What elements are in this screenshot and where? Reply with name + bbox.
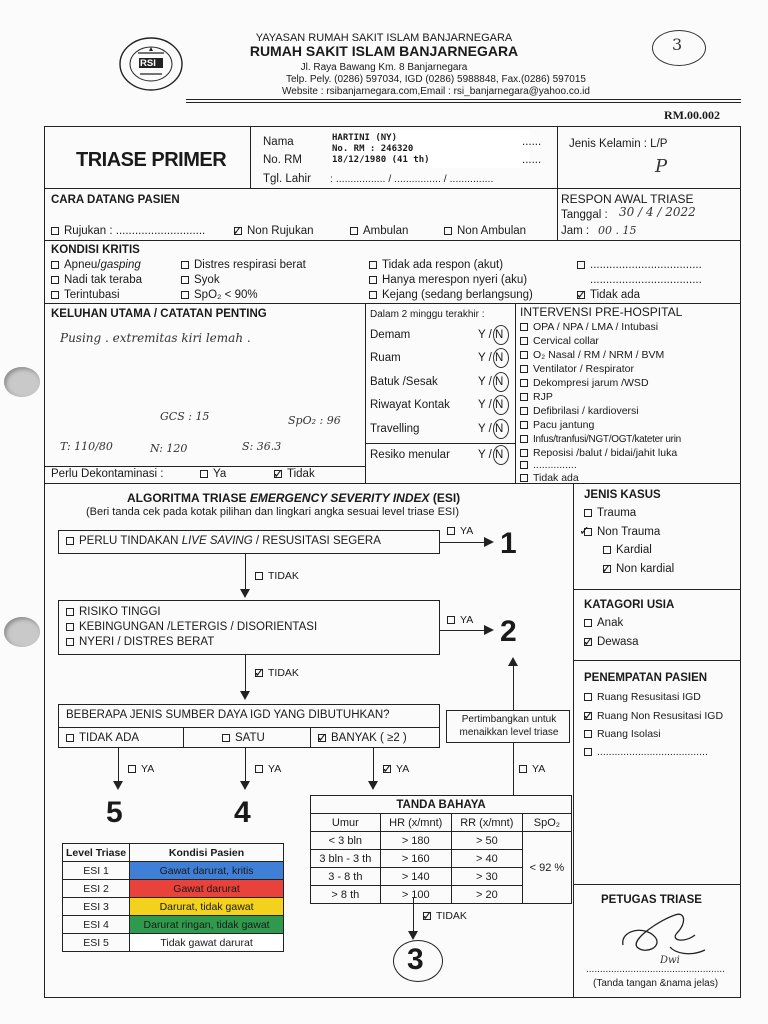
nama-value: HARTINI (NY) <box>332 133 398 143</box>
page-number: 3 <box>672 35 683 54</box>
keluhan-text: Pusing . extremitas kiri lemah . <box>60 331 251 345</box>
norm-dots: ...... <box>522 154 542 166</box>
esi-kondisi: Tidak gawat darurat <box>130 934 284 952</box>
intervensi-item[interactable]: Infus/tranfusi/NGT/OGT/kateter urin <box>520 433 681 446</box>
kondisi-other2: ................................... <box>590 274 702 286</box>
tgl-lahir-label: Tgl. Lahir <box>263 173 311 185</box>
tb-cell: > 30 <box>451 868 522 886</box>
kebingungan-option[interactable]: KEBINGUNGAN /LETERGIS / DISORIENTASI <box>66 621 317 634</box>
tb-cell: > 160 <box>380 850 451 868</box>
tanda-bahaya-title: TANDA BAHAYA <box>311 796 572 814</box>
dekontaminasi-label: Perlu Dekontaminasi : <box>51 468 164 480</box>
level-3[interactable]: 3 <box>407 943 424 976</box>
header-address: Jl. Raya Bawang Km. 8 Banjarnegara <box>300 62 468 73</box>
box2-tidak[interactable]: ✓ TIDAK <box>254 665 299 680</box>
penempatan-isolasi[interactable]: Ruang Isolasi <box>584 728 661 741</box>
petugas-caption: (Tanda tangan &nama jelas) <box>593 978 719 989</box>
box1-ya[interactable]: YA <box>447 525 473 538</box>
intervensi-item[interactable]: Reposisi /balut / bidai/jahit luka <box>520 447 677 460</box>
esi-level: ESI 4 <box>63 916 130 934</box>
kondisi-tidak-respon[interactable]: Tidak ada respon (akut) <box>369 259 503 272</box>
dalam2-batuk: Batuk /Sesak <box>370 376 438 388</box>
petugas-name: Dwi <box>660 955 680 966</box>
punch-hole <box>4 617 40 647</box>
tb-cell: > 20 <box>451 886 522 904</box>
esi-level: ESI 5 <box>63 934 130 952</box>
tb-head-rr: RR (x/mnt) <box>451 814 522 832</box>
kondisi-kejang[interactable]: Kejang (sedang berlangsung) <box>369 289 533 302</box>
nadi-note: N: 120 <box>150 442 188 455</box>
box1-tidak[interactable]: TIDAK <box>255 570 299 583</box>
kondisi-apneu[interactable]: Apneu/gasping <box>51 259 141 272</box>
tgl-lahir-dots: : ................. / ................ / ............... <box>330 173 494 185</box>
sumber-tidak-ada[interactable]: TIDAK ADA <box>66 732 139 745</box>
kondisi-other1[interactable]: ................................... <box>577 259 702 272</box>
tb-head-umur: Umur <box>311 814 381 832</box>
tanggal-value: 30 / 4 / 2022 <box>619 205 696 219</box>
intervensi-tidak-ada[interactable]: Tidak ada <box>520 472 579 485</box>
esi-level: ESI 2 <box>63 880 130 898</box>
usia-anak[interactable]: Anak <box>584 617 623 630</box>
tb-cell: > 8 th <box>311 886 381 904</box>
nama-label: Nama <box>263 136 294 148</box>
sumber-banyak[interactable]: ✓ BANYAK ( ≥2 ) <box>317 730 407 745</box>
kasus-non-kardial[interactable]: ✓ Non kardial <box>601 561 675 576</box>
esi-level: ESI 3 <box>63 898 130 916</box>
level-2[interactable]: 2 <box>500 615 517 648</box>
kondisi-nyeri[interactable]: Hanya merespon nyeri (aku) <box>369 274 527 287</box>
intervensi-item[interactable]: ............... <box>520 459 577 472</box>
yn-kontak[interactable]: Y / N <box>478 399 504 411</box>
dalam2-travelling: Travelling <box>370 423 420 435</box>
form-code: RM.00.002 <box>664 108 720 122</box>
dekontaminasi-tidak[interactable]: ✓ Tidak <box>273 466 315 481</box>
tb-cell: > 180 <box>380 832 451 850</box>
dalam2-title: Dalam 2 minggu terakhir : <box>370 309 485 320</box>
tb-cell: 3 bln - 3 th <box>311 850 381 868</box>
esi-level: ESI 1 <box>63 862 130 880</box>
petugas-dots: .................................................. <box>586 964 725 975</box>
jam-value: 00 . 15 <box>598 224 637 237</box>
sumber-satu[interactable]: SATU <box>222 732 265 745</box>
usia-dewasa[interactable]: ✓ Dewasa <box>583 634 639 649</box>
punch-hole <box>4 367 40 397</box>
norm-label: No. RM <box>263 154 302 166</box>
intervensi-item[interactable]: Cervical collar <box>520 335 599 348</box>
tb-cell: 3 - 8 th <box>311 868 381 886</box>
penempatan-title: PENEMPATAN PASIEN <box>584 672 708 684</box>
suhu-note: S: 36.3 <box>242 440 282 453</box>
kondisi-nadi[interactable]: Nadi tak teraba <box>51 274 142 287</box>
gender-value: P <box>655 156 668 177</box>
logo-text: RSI <box>140 58 156 69</box>
cara-datang-title: CARA DATANG PASIEN <box>51 194 180 206</box>
intervensi-item[interactable]: Ventilator / Respirator <box>520 363 634 376</box>
tb-spo2-value: < 92 % <box>522 832 571 904</box>
kasus-kardial[interactable]: Kardial <box>603 544 652 557</box>
td-note: T: 110/80 <box>60 440 113 453</box>
yn-ruam[interactable]: Y / N <box>478 352 504 364</box>
tb-cell: > 140 <box>380 868 451 886</box>
pertimbangkan-text: Pertimbangkan untuk menaikkan level triase <box>459 714 559 738</box>
algoritma-title: ALGORITMA TRIASE EMERGENCY SEVERITY INDEX (ESI) <box>127 491 461 505</box>
tb-cell: > 50 <box>451 832 522 850</box>
tidak-ada-ya[interactable]: YA <box>128 763 154 776</box>
nyeri-option[interactable]: NYERI / DISTRES BERAT <box>66 636 214 649</box>
header-phone: Telp. Pely. (0286) 597034, IGD (0286) 5988848, Fax.(0286) 597015 <box>285 74 586 85</box>
kondisi-distres[interactable]: Distres respirasi berat <box>181 259 306 272</box>
level-4[interactable]: 4 <box>234 796 251 829</box>
risiko-tinggi-option[interactable]: RISIKO TINGGI <box>66 606 161 619</box>
yn-batuk[interactable]: Y / N <box>478 376 504 388</box>
option-non-ambulan[interactable]: Non Ambulan <box>444 225 526 238</box>
pertimbangkan-ya[interactable]: YA <box>519 763 545 776</box>
intervensi-item[interactable]: Pacu jantung <box>520 419 594 432</box>
kondisi-intubasi[interactable]: Terintubasi <box>51 289 120 302</box>
dekontaminasi-ya[interactable]: Ya <box>200 468 226 481</box>
intervensi-item[interactable]: O₂ Nasal / RM / NRM / BVM <box>520 349 664 362</box>
tanda-bahaya-table <box>310 795 572 904</box>
kondisi-tidak-ada[interactable]: ✓ Tidak ada <box>576 287 641 302</box>
tanggal-label: Tanggal : <box>561 209 608 221</box>
intervensi-item[interactable]: Dekompresi jarum /WSD <box>520 377 649 390</box>
petugas-title: PETUGAS TRIASE <box>601 894 702 906</box>
esi-level-table <box>62 843 284 952</box>
esi-kondisi: Darurat ringan, tidak gawat <box>130 916 284 934</box>
norm-value: No. RM : 246320 <box>332 144 414 154</box>
header-website: Website : rsibanjarnegara.com,Email : rsi_banjarnegara@yahoo.co.id <box>282 86 590 97</box>
level-5[interactable]: 5 <box>106 796 123 829</box>
penempatan-other[interactable]: ...................................... <box>584 746 708 759</box>
algoritma-subtitle: (Beri tanda cek pada kotak pilihan dan lingkari angka sesuai level triase ESI) <box>86 506 459 518</box>
kasus-trauma[interactable]: Trauma <box>584 507 636 520</box>
kondisi-title: KONDISI KRITIS <box>51 244 140 256</box>
option-ambulan[interactable]: Ambulan <box>350 225 408 238</box>
dalam2-demam: Demam <box>370 329 411 341</box>
banyak-ya[interactable]: ✓ YA <box>382 761 410 776</box>
sumber-daya-question: BEBERAPA JENIS SUMBER DAYA IGD YANG DIBUTUHKAN? <box>66 709 390 721</box>
esi-head-level: Level Triase <box>63 844 130 862</box>
tgl-lahir-value: 18/12/1980 (41 th) <box>332 155 430 165</box>
live-saving-option[interactable]: PERLU TINDAKAN LIVE SAVING / RESUSITASI SEGERA <box>66 535 381 548</box>
satu-ya[interactable]: YA <box>255 763 281 776</box>
esi-kondisi: Gawat darurat, kritis <box>130 862 284 880</box>
level-1[interactable]: 1 <box>500 527 517 560</box>
keluhan-title: KELUHAN UTAMA / CATATAN PENTING <box>51 308 267 320</box>
intervensi-title: INTERVENSI PRE-HOSPITAL <box>520 305 683 319</box>
intervensi-item[interactable]: RJP <box>520 391 553 404</box>
intervensi-item[interactable]: Defibrilasi / kardioversi <box>520 405 639 418</box>
option-rujukan[interactable]: Rujukan : ............................ <box>51 225 205 238</box>
gender-label: Jenis Kelamin : L/P <box>569 138 668 150</box>
intervensi-item[interactable]: OPA / NPA / LMA / Intubasi <box>520 321 658 334</box>
tb-head-hr: HR (x/mnt) <box>380 814 451 832</box>
nama-dots: ...... <box>522 136 542 148</box>
jenis-kasus-title: JENIS KASUS <box>584 489 661 501</box>
box2-ya[interactable]: YA <box>447 614 473 627</box>
form-title: TRIASE PRIMER <box>76 149 227 171</box>
header-foundation: YAYASAN RUMAH SAKIT ISLAM BANJARNEGARA <box>255 32 513 44</box>
kategori-usia-title: KATAGORI USIA <box>584 599 675 611</box>
tb-head-spo2: SpO₂ <box>522 814 571 832</box>
esi-kondisi: Darurat, tidak gawat <box>130 898 284 916</box>
kasus-non-trauma[interactable]: ✓ Non Trauma <box>579 523 661 538</box>
yn-demam[interactable]: Y / N <box>478 329 504 341</box>
esi-kondisi: Gawat darurat <box>130 880 284 898</box>
esi-head-kondisi: Kondisi Pasien <box>130 844 284 862</box>
option-non-rujukan[interactable]: ✓ Non Rujukan <box>232 223 314 238</box>
tb-cell: > 40 <box>451 850 522 868</box>
tb-cell: < 3 bln <box>311 832 381 850</box>
resiko-menular: Resiko menular <box>370 449 450 461</box>
jam-label: Jam : <box>561 225 590 237</box>
dalam2-ruam: Ruam <box>370 352 401 364</box>
respon-title: RESPON AWAL TRIASE <box>561 192 694 206</box>
gcs-note: GCS : 15 <box>160 410 210 423</box>
yn-travelling[interactable]: Y / N <box>478 423 504 435</box>
penempatan-resusitasi[interactable]: Ruang Resusitasi IGD <box>584 691 701 704</box>
tanda-bahaya-tidak[interactable]: ✓ TIDAK <box>422 908 467 923</box>
yn-resiko[interactable]: Y / N <box>478 449 504 461</box>
kondisi-spo2[interactable]: SpO₂ < 90% <box>181 289 258 302</box>
spo2-note: SpO₂ : 96 <box>288 414 341 427</box>
penempatan-non-resusitasi[interactable]: ✓ Ruang Non Resusitasi IGD <box>583 708 724 723</box>
header-hospital-name: RUMAH SAKIT ISLAM BANJARNEGARA <box>249 43 519 59</box>
dalam2-kontak: Riwayat Kontak <box>370 399 450 411</box>
kondisi-syok[interactable]: Syok <box>181 274 220 287</box>
tb-cell: > 100 <box>380 886 451 904</box>
